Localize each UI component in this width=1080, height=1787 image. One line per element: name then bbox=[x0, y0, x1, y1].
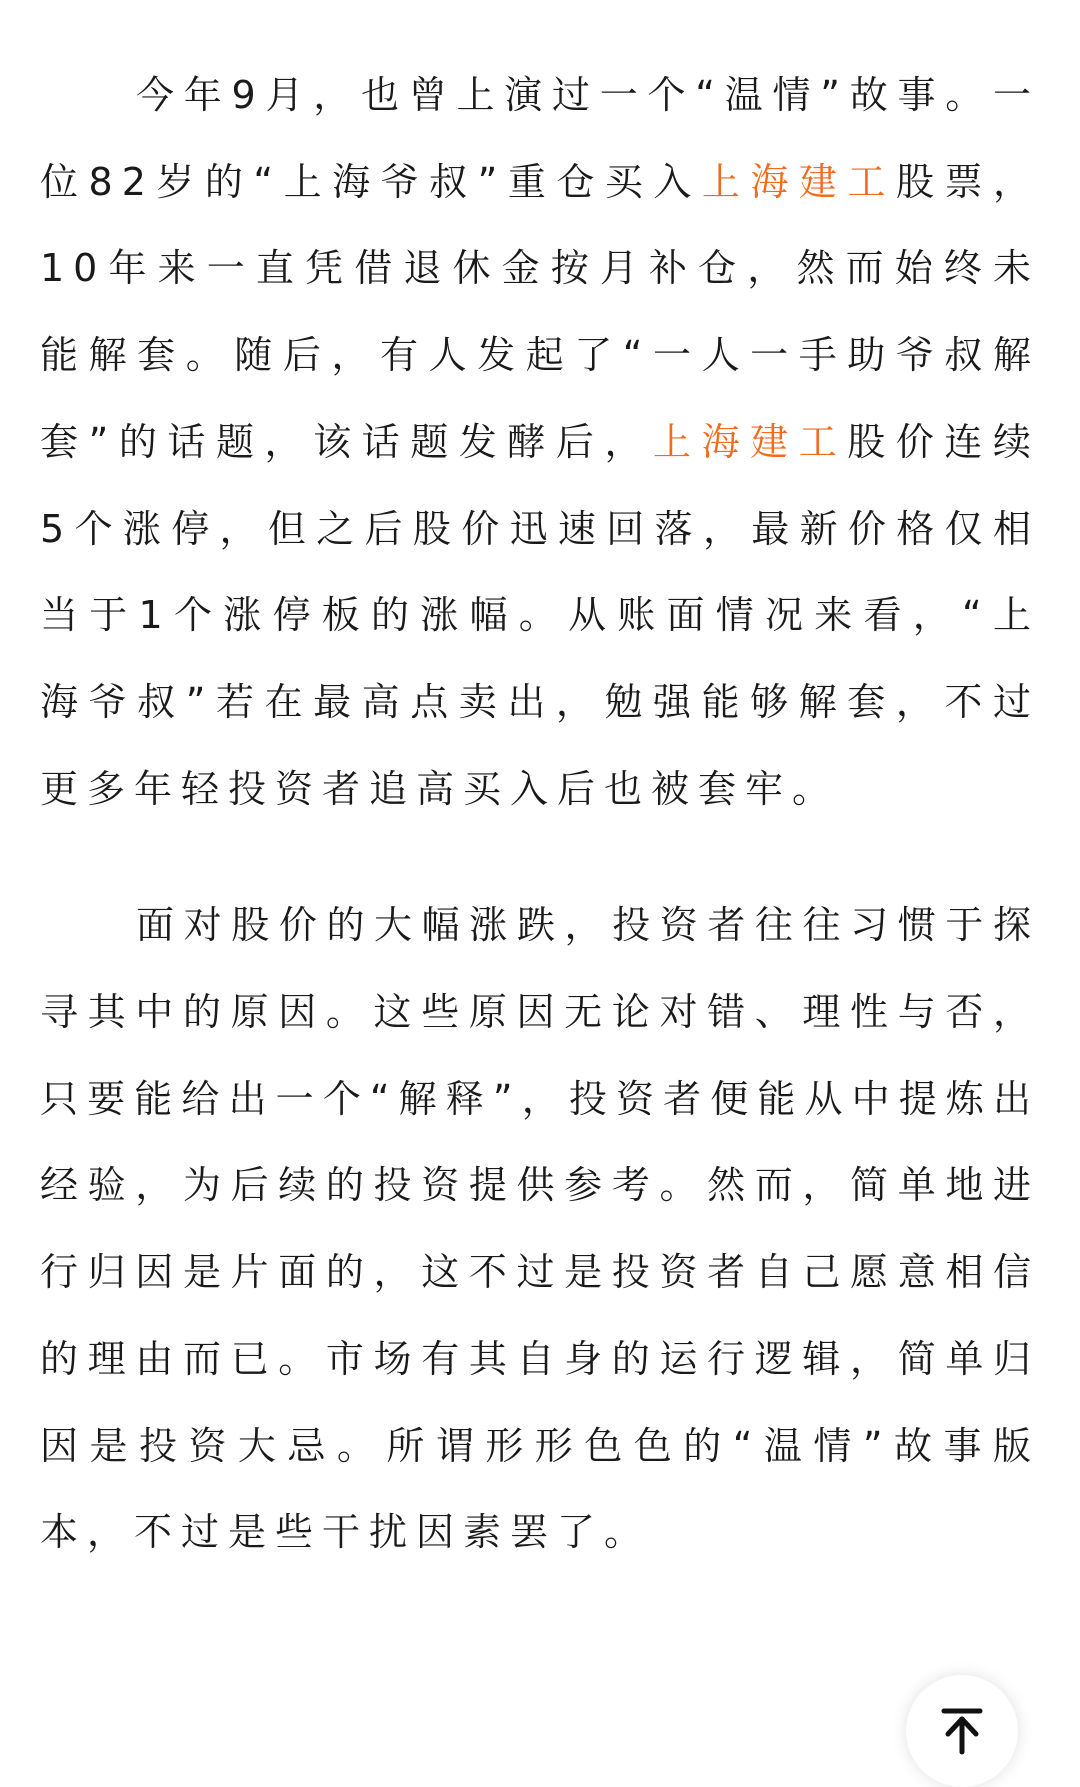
article-body bbox=[40, 52, 1040, 1576]
paragraph-1-text-b: 股票，10年来一直凭借退休金按月补仓，然而始终未能解套。随后，有人发起了“一人一手助爷叔解套”的话题，该话题发酵后， bbox=[40, 159, 1040, 464]
stock-link-shanghai-construction-2[interactable]: 上海建工 bbox=[653, 419, 848, 464]
article-paragraph-2: 面对股价的大幅涨跌，投资者往往习惯于探寻其中的原因。这些原因无论对错、理性与否，只要能给出一个“解释”，投资者便能从中提炼出经验，为后续的投资提供参考。然而，简单地进行归因是片面的，这不过是投资者自己愿意相信的理由而已。市场有其自身的运行逻辑，简单归因是投资大忌。所谓形形色色的“温情”故事版本，不过是些干扰因素罢了。 bbox=[40, 903, 1040, 1555]
paragraph-1-text-a: 今年9月，也曾上演过一个“温情”故事。一位82岁的“上海爷叔”重仓买入 bbox=[40, 73, 1040, 204]
stock-link-shanghai-construction[interactable]: 上海建工 bbox=[701, 159, 896, 204]
back-to-top-button[interactable] bbox=[906, 1675, 1018, 1787]
article-paragraph-1 bbox=[40, 52, 1040, 832]
arrow-up-to-line-icon bbox=[940, 1706, 984, 1756]
paragraph-1-text-c: 股价连续5个涨停，但之后股价迅速回落，最新价格仅相当于1个涨停板的涨幅。从账面情况来看，“上海爷叔”若在最高点卖出，勉强能够解套，不过更多年轻投资者追高买入后也被套牢。 bbox=[40, 419, 1040, 811]
